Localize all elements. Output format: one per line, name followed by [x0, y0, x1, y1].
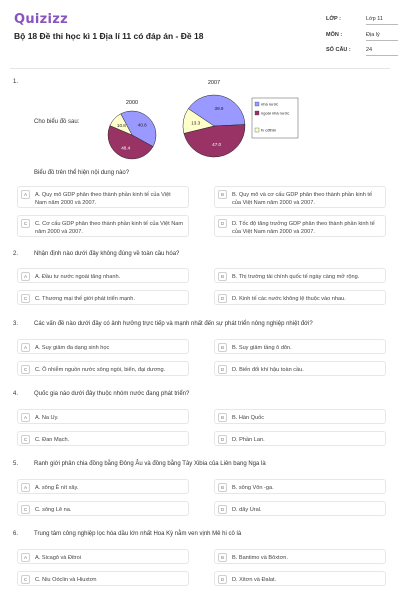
- option-2d[interactable]: [214, 290, 386, 305]
- option-text: B. Hàn Quốc: [232, 415, 265, 421]
- option-text: D. Tốc độ tăng trưởng GDP phân theo thành phần kinh tế của Việt Nam năm 2000 và 2007.: [232, 221, 375, 235]
- legend-swatch: [255, 111, 259, 115]
- pie-title-2007: 2007: [207, 80, 221, 86]
- option-text: C. Niu Oóclin và Hiuxtơn: [35, 577, 97, 583]
- option-text: A. Sicagô và Đitroi: [35, 555, 82, 561]
- option-text: B. Suy giảm tầng ô dôn.: [232, 345, 292, 351]
- option-6a[interactable]: [17, 549, 189, 564]
- option-3d[interactable]: [214, 361, 386, 376]
- option-letter: D: [218, 575, 227, 584]
- option-text: D. Biến đổi khí hậu toàn cầu.: [232, 367, 304, 373]
- option-2b[interactable]: [214, 268, 386, 283]
- option-letter: C: [21, 575, 30, 584]
- option-letter: C: [21, 505, 30, 514]
- option-text: D. Kinh tế các nước không lệ thuộc vào nhau.: [232, 296, 346, 302]
- option-letter: B: [218, 483, 227, 492]
- option-6b[interactable]: [214, 549, 386, 564]
- option-letter: C: [21, 365, 30, 374]
- option-1a[interactable]: [17, 186, 189, 208]
- option-2a[interactable]: [17, 268, 189, 283]
- pie-2000: [108, 111, 156, 159]
- legend-label: fv cđthtn: [261, 127, 277, 133]
- question-text: Nhận định nào dưới đây không đúng về toàn cầu hóa?: [34, 251, 180, 257]
- question-number: 1.: [13, 79, 19, 85]
- header-divider: [10, 68, 390, 69]
- quizizz-logo: Quizizz: [14, 12, 69, 27]
- option-text: C. Ô nhiễm nguồn nước sông ngòi, biển, đại dương.: [35, 367, 166, 373]
- option-text: B. sông Vôn -ga.: [232, 485, 274, 491]
- option-4a[interactable]: [17, 409, 189, 424]
- option-letter: B: [218, 553, 227, 562]
- option-letter: C: [21, 435, 30, 444]
- option-text: C. Đan Mạch.: [35, 437, 70, 443]
- option-text: A. Đầu tư nước ngoài tăng nhanh.: [35, 274, 121, 280]
- option-5a[interactable]: [17, 479, 189, 494]
- question-text: Các vấn đề nào dưới đây có ảnh hưởng trực tiếp và mạnh nhất đến sự phát triển nông nghiệp nhiệt đới?: [34, 321, 313, 327]
- meta-value: Địa lý: [366, 32, 398, 41]
- option-text: A. Quy mô GDP phân theo thành phần kinh tế của Việt Nam năm 2000 và 2007.: [35, 192, 171, 206]
- question-text: Ranh giới phân chia đồng bằng Đông Âu và đồng bằng Tây Xibia của Liên bang Nga là: [34, 461, 266, 467]
- option-letter: D: [218, 294, 227, 303]
- pie-data-label-2007-1: 47.0: [212, 142, 222, 148]
- pie-title-2000: 2000: [125, 100, 139, 106]
- legend-label: ngoài nhà nước: [261, 110, 290, 116]
- option-text: D. Xitơn và Đalat.: [232, 577, 277, 583]
- question-prefix: Cho biểu đồ sau:: [34, 119, 80, 125]
- question-text: Biểu đồ trên thể hiện nội dung nào?: [34, 170, 130, 176]
- worksheet-header: [0, 0, 400, 70]
- option-3a[interactable]: [17, 339, 189, 354]
- question-number: 4.: [13, 391, 19, 397]
- option-4c[interactable]: [17, 431, 189, 446]
- pie-data-label-2007-2: 13.3: [191, 120, 201, 126]
- meta-value: 24: [366, 47, 398, 56]
- option-letter: D: [218, 435, 227, 444]
- option-letter: A: [21, 343, 30, 352]
- chart-legend: [252, 98, 298, 138]
- option-2c[interactable]: [17, 290, 189, 305]
- option-4d[interactable]: [214, 431, 386, 446]
- option-3b[interactable]: [214, 339, 386, 354]
- option-text: C. Thương mại thế giới phát triển mạnh.: [35, 296, 135, 302]
- option-text: D. dãy Ural.: [232, 507, 262, 513]
- option-5d[interactable]: [214, 501, 386, 516]
- option-letter: B: [218, 413, 227, 422]
- option-text: A. sông Ê nít xây.: [35, 485, 79, 491]
- option-text: B. Quy mô và cơ cấu GDP phân theo thành phần kinh tế của Việt Nam năm 2000 và 2007.: [232, 192, 373, 206]
- option-5b[interactable]: [214, 479, 386, 494]
- option-letter: D: [218, 505, 227, 514]
- option-letter: A: [21, 413, 30, 422]
- question-text: Quốc gia nào dưới đây thuộc nhóm nước đang phát triển?: [34, 391, 190, 397]
- option-1d[interactable]: [214, 215, 386, 237]
- legend-swatch: [255, 128, 259, 132]
- option-1c[interactable]: [17, 215, 189, 237]
- pie-data-label-2000-0: 40.8: [137, 122, 147, 128]
- pie-2007: [183, 95, 245, 157]
- option-text: A. Na Uy.: [35, 415, 59, 421]
- option-letter: A: [21, 272, 30, 281]
- option-letter: C: [21, 294, 30, 303]
- pie-data-label-2000-2: 10.8: [116, 123, 126, 129]
- option-letter: C: [21, 219, 30, 228]
- option-1b[interactable]: [214, 186, 386, 208]
- legend-label: nhà nước: [261, 101, 279, 107]
- option-letter: A: [21, 190, 30, 199]
- option-6d[interactable]: [214, 571, 386, 586]
- option-6c[interactable]: [17, 571, 189, 586]
- option-letter: B: [218, 190, 227, 199]
- option-4b[interactable]: [214, 409, 386, 424]
- meta-label: MÔN :: [326, 32, 343, 38]
- question-number: 6.: [13, 531, 19, 537]
- question-number: 3.: [13, 321, 19, 327]
- option-text: C. sông Lê na.: [35, 507, 72, 513]
- option-letter: D: [218, 219, 227, 228]
- question-number: 5.: [13, 461, 19, 467]
- question-text: Trung tâm công nghiệp lọc hóa dầu lớn nhất Hoa Kỳ nằm ven vịnh Mê hi cô là: [34, 531, 242, 537]
- option-text: D. Phần Lan.: [232, 437, 265, 443]
- option-letter: A: [21, 553, 30, 562]
- option-letter: A: [21, 483, 30, 492]
- option-3c[interactable]: [17, 361, 189, 376]
- option-5c[interactable]: [17, 501, 189, 516]
- option-letter: B: [218, 272, 227, 281]
- legend-swatch: [255, 102, 259, 106]
- meta-label: SỐ CÂU :: [326, 47, 351, 53]
- option-letter: D: [218, 365, 227, 374]
- option-text: B. Thị trường tài chính quốc tế ngày càng mở rộng.: [232, 274, 360, 280]
- option-text: B. Bantimo và Bôxtơn.: [232, 555, 288, 561]
- pie-chart-figure: [100, 76, 310, 166]
- worksheet-title: Bộ 18 Đề thi học kì 1 Địa lí 11 có đáp án - Đề 18: [14, 31, 204, 41]
- option-text: A. Suy giảm đa dạng sinh học: [35, 345, 110, 351]
- pie-data-label-2007-0: 39.9: [214, 105, 224, 111]
- pie-data-label-2000-1: 48.4: [121, 145, 131, 151]
- option-text: C. Cơ cấu GDP phân theo thành phần kinh tế của Việt Nam năm 2000 và 2007.: [35, 221, 184, 235]
- meta-value: Lớp 11: [366, 16, 398, 25]
- question-number: 2.: [13, 251, 19, 257]
- meta-label: LỚP :: [326, 16, 341, 22]
- option-letter: B: [218, 343, 227, 352]
